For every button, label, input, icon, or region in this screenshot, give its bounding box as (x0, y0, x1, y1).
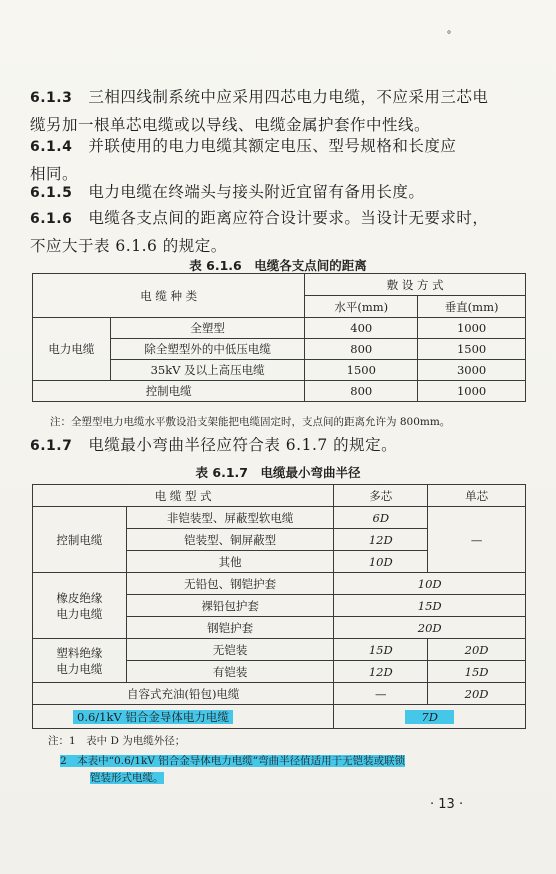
bending-radius-table (32, 484, 526, 729)
note-highlight-cont: 铠装形式电缆。 (90, 772, 164, 784)
support-spacing-table (32, 273, 526, 402)
header-laying-method: 敷 设 方 式 (305, 274, 526, 296)
group-power-cable: 电力电缆 (33, 318, 111, 381)
header-cable-type: 电 缆 种 类 (33, 274, 305, 318)
cell-value: 1500 (418, 339, 526, 360)
table-note: 注：全塑型电力电缆水平敷设沿支架能把电缆固定时，支点间的距离允许为 800mm。 (50, 416, 451, 428)
header-vertical: 垂直(mm) (418, 296, 526, 318)
header-cable-type: 电 缆 型 式 (33, 485, 334, 507)
cell-value: 15D (428, 661, 526, 683)
row-name: 35kV 及以上高压电缆 (110, 360, 305, 381)
clause-number: 6.1.5 (30, 185, 73, 201)
row-name: 裸铅包护套 (126, 595, 334, 617)
cell-value: 800 (305, 339, 418, 360)
clause-text-cont: 缆另加一根单芯电缆或以导线、电缆金属护套作中性线。 (30, 116, 431, 134)
clause-text-cont: 相同。 (30, 165, 79, 183)
row-name: 除全塑型外的中低压电缆 (110, 339, 305, 360)
page-number: · 13 · (430, 797, 464, 812)
table-caption: 表 6.1.6 电缆各支点间的距离 (189, 258, 367, 273)
row-name: 非铠装型、屏蔽型软电缆 (126, 507, 334, 529)
cell-value: 10D (334, 551, 428, 573)
cell-value: 12D (334, 661, 428, 683)
cell-value: 6D (334, 507, 428, 529)
cell-value: 1500 (305, 360, 418, 381)
cell-value: 800 (305, 381, 418, 402)
header-horizontal: 水平(mm) (305, 296, 418, 318)
cell-value: 15D (334, 595, 526, 617)
clause-text: 三相四线制系统中应采用四芯电力电缆，不应采用三芯电 (88, 88, 489, 106)
row-name: 有铠装 (126, 661, 334, 683)
table-note-1: 注：1 表中 D 为电缆外径； (48, 735, 186, 747)
cell-value: 15D (334, 639, 428, 661)
clause-text: 并联使用的电力电缆其额定电压、型号规格和长度应 (88, 137, 457, 155)
cell-value-highlight (334, 705, 526, 729)
group-plastic-insulated (33, 639, 127, 683)
cell-value: — (428, 507, 526, 573)
clause-number: 6.1.4 (30, 139, 73, 155)
row-name: 无铠装 (126, 639, 334, 661)
clause-6-1-7 (30, 432, 525, 460)
group-control-cable: 控制电缆 (33, 507, 127, 573)
cell-value: 400 (305, 318, 418, 339)
row-name: 钢铠护套 (126, 617, 334, 639)
header-multicore: 多芯 (334, 485, 428, 507)
clause-6-1-3 (30, 84, 525, 139)
clause-text: 电力电缆在终端头与接头附近宜留有备用长度。 (88, 183, 425, 201)
group-rubber-insulated (33, 573, 127, 639)
table-caption: 表 6.1.7 电缆最小弯曲半径 (195, 465, 361, 480)
group-label: 塑料绝缘 (56, 645, 103, 660)
clause-text: 电缆各支点间的距离应符合设计要求。当设计无要求时， (88, 209, 489, 227)
cell-value: 1000 (418, 318, 526, 339)
group-label-cont: 电力电缆 (56, 606, 103, 621)
row-name: 全塑型 (110, 318, 305, 339)
cell-value: 20D (428, 639, 526, 661)
row-name: 自容式充油(铅包)电缆 (33, 683, 334, 705)
highlighted-value: 7D (405, 710, 454, 724)
cell-value: — (334, 683, 428, 705)
clause-6-1-5 (30, 179, 525, 207)
cell-value: 12D (334, 529, 428, 551)
clause-text: 电缆最小弯曲半径应符合表 6.1.7 的规定。 (88, 436, 398, 454)
row-name: 铠装型、铜屏蔽型 (126, 529, 334, 551)
table-note-2 (60, 753, 405, 788)
header-singlecore: 单芯 (428, 485, 526, 507)
row-name: 无铅包、钢铠护套 (126, 573, 334, 595)
cell-value: 1000 (418, 381, 526, 402)
cell-value: 20D (334, 617, 526, 639)
clause-number: 6.1.6 (30, 211, 73, 227)
group-label-cont: 电力电缆 (56, 661, 103, 676)
cell-value: 20D (428, 683, 526, 705)
row-alu-alloy (33, 705, 334, 729)
clause-text-cont: 不应大于表 6.1.6 的规定。 (30, 237, 227, 255)
row-name: 控制电缆 (33, 381, 305, 402)
scan-mark: ˚ (446, 30, 452, 44)
cell-value: 3000 (418, 360, 526, 381)
row-name: 其他 (126, 551, 334, 573)
note-highlight: 2 本表中“0.6/1kV 铝合金导体电力电缆”弯曲半径值适用于无铠装或联锁 (60, 755, 406, 767)
highlighted-row-name: 0.6/1kV 铝合金导体电力电缆 (73, 710, 233, 724)
clause-number: 6.1.3 (30, 90, 73, 106)
group-label: 橡皮绝缘 (56, 590, 103, 605)
cell-value: 10D (334, 573, 526, 595)
clause-6-1-6 (30, 205, 525, 260)
clause-number: 6.1.7 (30, 438, 73, 454)
